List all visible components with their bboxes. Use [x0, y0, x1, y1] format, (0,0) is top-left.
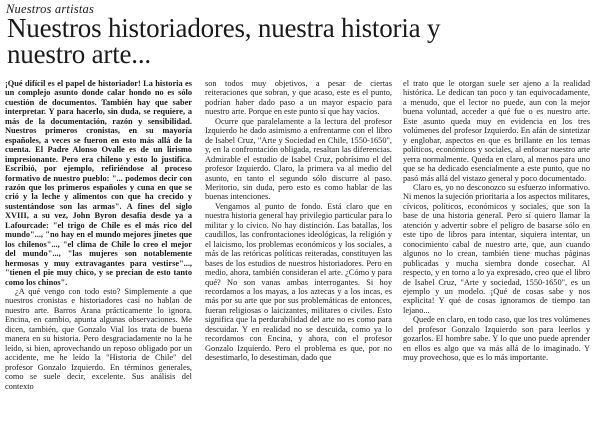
paragraph: Ocurre que paralelamente a la lectura del profesor Izquierdo he dado asimismo a enfrentarme con el libro de Isabel Cruz, "Arte y Sociedad en Chile, 1550-1650", y, en la confrontación obligada, resaltan las diferencias. Admirable el estudio de Isabel Cruz, pobrísimo el del profesor Izquierdo. Claro, la primera va al medio del asunto, en tanto el segundo sólo discurre al paso. Meritorio, sin duda, pero esto es como hablar de las buenas intenciones.	[205, 116, 392, 202]
paragraph: ¡Qué difícil es el papel de historiador! La historia es un complejo asunto donde calar hondo no es sólo cuestión de documentos. También hay que saber interpretar. Y para hacerlo, sin duda, se requiere, a más de la documentación, razón y sensibilidad. Nuestros primeros cronistas, en su mayoría españoles, a veces se fueron en esto más allá de la cuenta. El Padre Alonso Ovalle es de un lirismo impresionante. Pero era chileno y esto lo justifica. Escribió, por ejemplo, refiriéndose al proceso formativo de nuestro pueblo: "... podemos decir con razón que los primeros españoles y cuna en que se crió y la leche y alimentos con que ha crecido y sustentándose son las armas". A fines del siglo XVIII, a su vez, John Byron desafía desde ya a Lafourcade: "el trigo de Chile es el más rico del mundo"..., "no hay en el mundo mejores jinetes que los chilenos"..., "el clima de Chile lo creo el mejor del mundo"..., "las mujeres son notablemente hermosas y muy extravagantes para vestirse"..., "tienen el pie muy chico, y se precian de esto tanto como los chinos".	[5, 79, 192, 287]
paragraph: Quede en claro, en todo caso, que los tres volúmenes del profesor Gonzalo Izquierdo son para leerlos y gozarlos. El hombre sabe. Y lo que uno puede aprender en ellos es algo que va más allá de lo imaginado. Y muy provechoso, que es lo más importante.	[403, 315, 590, 363]
paragraph: el trato que le otorgan suele ser ajeno a la realidad histórica. Le dedican tan poco y tan equivocadamente, a menudo, que el lector no puede, aun con la mejor buena voluntad, acceder a qué fue o es nuestro arte. Este asunto queda muy en evidencia en los tres volúmenes del profesor Izquierdo. En afán de sintetizar y englobar, aspectos en que es brillante en los temas políticos, económicos y sociales, al enfocar nuestro arte yerra normalmente. Queda en claro, al menos para uno que se ha dedicado esencialmente a este punto, que no pasó más allá del vistazo general y poco documentado.	[403, 79, 590, 183]
paragraph: Claro es, yo no desconozco su esfuerzo informativo. Ni menos la sujeción prioritaria a los aspectos militares, cívicos, políticos, económicos y sociales, que son la base de una historia general. Pero sí quiero llamar la atención y advertir sobre el peligro de basarse sólo en este tipo de libros para intentar, siquiera intentar, un conocimiento cabal de nuestro arte, que, aun cuando algunos no lo crean, también tiene muchas páginas publicadas y mucha siembra donde cosechar. Al respecto, y en torno a lo ya expresado, creo que el libro de Isabel Cruz, "Arte y sociedad, 1550-1650", es un ejemplo y un modelo. ¡Qué de cosas sabe y nos explicita! Y qué de cosas ignoramos de tiempo tan lejano...	[403, 182, 590, 315]
headline-line-1: Nuestros historiadores, nuestra historia y	[7, 13, 441, 43]
headline	[7, 15, 592, 67]
section-label: Nuestros artistas	[6, 2, 95, 16]
headline-line-2: nuestro arte...	[7, 39, 151, 69]
article-column-3	[403, 79, 590, 363]
paragraph: Vengamos al punto de fondo. Está claro que en nuestra historia general hay privilegio particular para lo militar y lo cívico. No hay distinción. Las batallas, los caudillos, las confrontaciones ideológicas, la religión y el laicismo, los problemas económicos y los sociales, a más de las retóricas políticas reiteradas, constituyen las bases de los estudios de nuestros historiadores. Pero en medio, ahora, también consideran el arte. ¿Cómo y para qué? No son vanas ambas interrogantes. Si hoy recordamos a los mayas, a los aztecas y a los incas, es más por su arte que por sus problemáticas de entonces, fueran religiosas o laicizantes, militares o civiles. Esto significa que la perdurabilidad del arte no es como para descuidar. Y en realidad no se descuida, como ya lo recordamos con Encina, y ahora, con el profesor Gonzalo Izquierdo. Pero el problema es que, por no desestimarlo, lo desestiman, dado que	[205, 201, 392, 363]
paragraph: son todos muy objetivos, a pesar de ciertas reiteraciones que sobran, y que acaso, este es el punto, podrían haber dado paso a un mayor espacio para nuestro arte. Porque en este punto sí que hay vacíos.	[205, 79, 392, 117]
article-column-1	[5, 79, 192, 391]
article-column-2	[205, 79, 392, 363]
paragraph: ¿A qué vengo con todo esto? Simplemente a que nuestros cronistas e historiadores casi no hablan de nuestro arte. Barros Arana prácticamente lo ignora. Encina, en cambio, apunta algunas observaciones. Me dicen, también, que Gonzalo Vial los trata de buena manera en su historia. Pero desgraciadamente no la he leído, si bien, aprovechando un reposo obligado por un accidente, me he leído la "Historia de Chile" del profesor Gonzalo Izquierdo. En términos generales, como se suele decir, excelente. Sus análisis del contexto	[5, 286, 192, 391]
